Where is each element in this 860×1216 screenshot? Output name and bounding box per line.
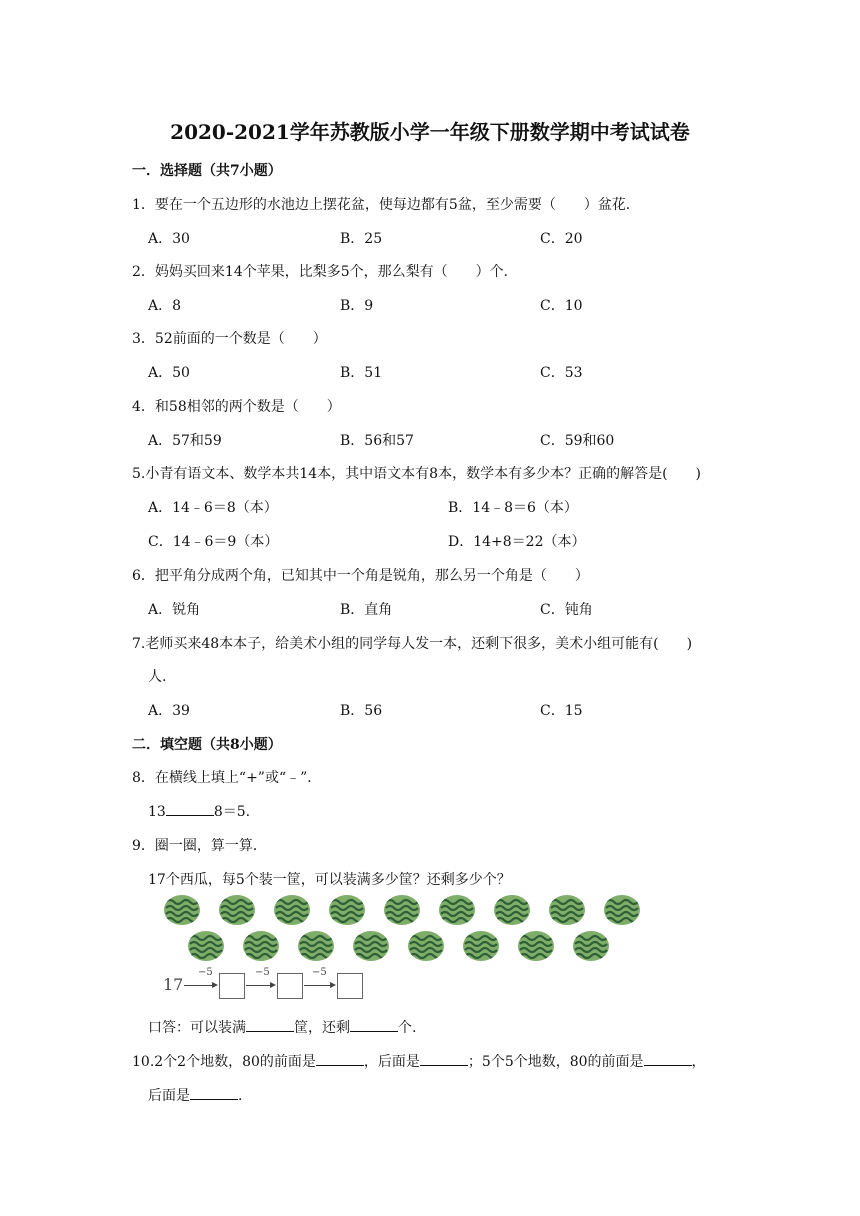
answer-blank[interactable] <box>644 1051 692 1066</box>
step-label: −5 <box>198 967 213 978</box>
q7-option-a: A．39 <box>148 703 190 719</box>
q8-eq-right: 8＝5. <box>213 804 251 820</box>
watermelon-icon <box>463 931 499 961</box>
q3-option-a: A．50 <box>148 365 190 381</box>
q3-option-b: B．51 <box>340 365 383 381</box>
q10-d: ， <box>691 1054 706 1070</box>
q6-option-b: B．直角 <box>340 602 393 618</box>
watermelon-icon <box>353 931 389 961</box>
watermelon-icon <box>573 931 609 961</box>
q6-option-a: A．锐角 <box>148 602 201 618</box>
watermelon-icon <box>188 931 224 961</box>
answer-blank[interactable] <box>190 1085 238 1100</box>
watermelon-icon <box>384 895 420 925</box>
watermelon-figure <box>148 893 648 1005</box>
answer-blank[interactable] <box>166 801 214 816</box>
question-7-cont: 人. <box>148 669 167 685</box>
question-4: 4．和58相邻的两个数是（ ） <box>132 399 341 415</box>
watermelon-icon <box>329 895 365 925</box>
q5-option-b: B．14﹣8＝6（本） <box>448 500 578 516</box>
question-9-sub: 17个西瓜，每5个装一筐，可以装满多少筐？还剩多少个？ <box>148 872 511 888</box>
q1-option-c: C．20 <box>540 231 583 247</box>
watermelon-icon <box>604 895 640 925</box>
answer-blank[interactable] <box>420 1051 468 1066</box>
question-6: 6．把平角分成两个角，已知其中一个角是锐角，那么另一个角是（ ） <box>132 568 589 584</box>
q4-option-a: A．57和59 <box>148 433 222 449</box>
arrow-line <box>184 985 214 986</box>
answer-blank[interactable] <box>316 1051 364 1066</box>
question-1: 1．要在一个五边形的水池边上摆花盆，使每边都有5盆，至少需要（ ）盆花． <box>132 197 640 213</box>
answer-blank[interactable] <box>350 1017 398 1032</box>
q10-b: ，后面是 <box>363 1054 420 1070</box>
watermelon-icon <box>439 895 475 925</box>
question-10 <box>132 1051 706 1071</box>
q5-option-d: D．14+8＝22（本） <box>448 534 586 550</box>
watermelon-icon <box>164 895 200 925</box>
question-7: 7.老师买来48本本子，给美术小组的同学每人发一本，还剩下很多，美术小组可能有( ) <box>132 636 693 652</box>
q7-option-b: B．56 <box>340 703 383 719</box>
q4-option-b: B．56和57 <box>340 433 414 449</box>
watermelon-icon <box>274 895 310 925</box>
q9-answer-b: 筐，还剩 <box>294 1020 350 1036</box>
q10-a: 10.2个2个地数，80的前面是 <box>132 1054 316 1070</box>
question-10-cont <box>148 1085 242 1105</box>
step-label: −5 <box>312 967 327 978</box>
q5-option-a: A．14﹣6＝8（本） <box>148 500 278 516</box>
q2-option-b: B．9 <box>340 298 374 314</box>
q3-option-c: C．53 <box>540 365 583 381</box>
question-9: 9．圈一圈，算一算． <box>132 838 267 854</box>
watermelon-icon <box>494 895 530 925</box>
page-title: 2020-2021学年苏教版小学一年级下册数学期中考试试卷 <box>170 120 690 144</box>
watermelon-icon <box>219 895 255 925</box>
q1-option-a: A．30 <box>148 231 190 247</box>
q9-answer-a: 口答：可以装满 <box>148 1020 246 1036</box>
q4-option-c: C．59和60 <box>540 433 615 449</box>
q2-option-c: C．10 <box>540 298 583 314</box>
watermelon-icon <box>408 931 444 961</box>
step-label: −5 <box>255 967 270 978</box>
arrow-head <box>270 982 276 988</box>
figure-start-number: 17 <box>163 975 184 994</box>
q5-option-c: C．14﹣6＝9（本） <box>148 534 279 550</box>
question-3: 3．52前面的一个数是（ ） <box>132 331 327 347</box>
arrow-head <box>212 982 218 988</box>
q10-c: ；5个5个地数，80的前面是 <box>467 1054 644 1070</box>
answer-box[interactable] <box>277 973 303 999</box>
q1-option-b: B．25 <box>340 231 383 247</box>
question-5: 5.小青有语文本、数学本共14本，其中语文本有8本，数学本有多少本？正确的解答是( ) <box>132 466 702 482</box>
answer-blank[interactable] <box>246 1017 294 1032</box>
q9-answer-c: 个. <box>398 1020 417 1036</box>
q6-option-c: C．钝角 <box>540 602 593 618</box>
section-heading-fill: 二．填空题（共8小题） <box>132 737 282 753</box>
arrow-line <box>246 985 272 986</box>
watermelon-icon <box>243 931 279 961</box>
q9-answer <box>148 1017 416 1037</box>
arrow-head <box>330 982 336 988</box>
arrow-line <box>304 985 332 986</box>
watermelon-icon <box>298 931 334 961</box>
question-2: 2．妈妈买回来14个苹果，比梨多5个，那么梨有（ ）个． <box>132 264 518 280</box>
watermelon-icon <box>549 895 585 925</box>
q8-equation <box>148 801 250 821</box>
answer-box[interactable] <box>219 973 245 999</box>
q8-eq-left: 13 <box>148 804 166 820</box>
q10-f: . <box>238 1088 243 1104</box>
q10-e: 后面是 <box>148 1088 190 1104</box>
section-heading-choice: 一．选择题（共7小题） <box>132 163 282 179</box>
watermelon-icon <box>518 931 554 961</box>
question-8: 8．在横线上填上“+”或“﹣”． <box>132 770 322 786</box>
q2-option-a: A．8 <box>148 298 182 314</box>
answer-box[interactable] <box>337 973 363 999</box>
q7-option-c: C．15 <box>540 703 583 719</box>
